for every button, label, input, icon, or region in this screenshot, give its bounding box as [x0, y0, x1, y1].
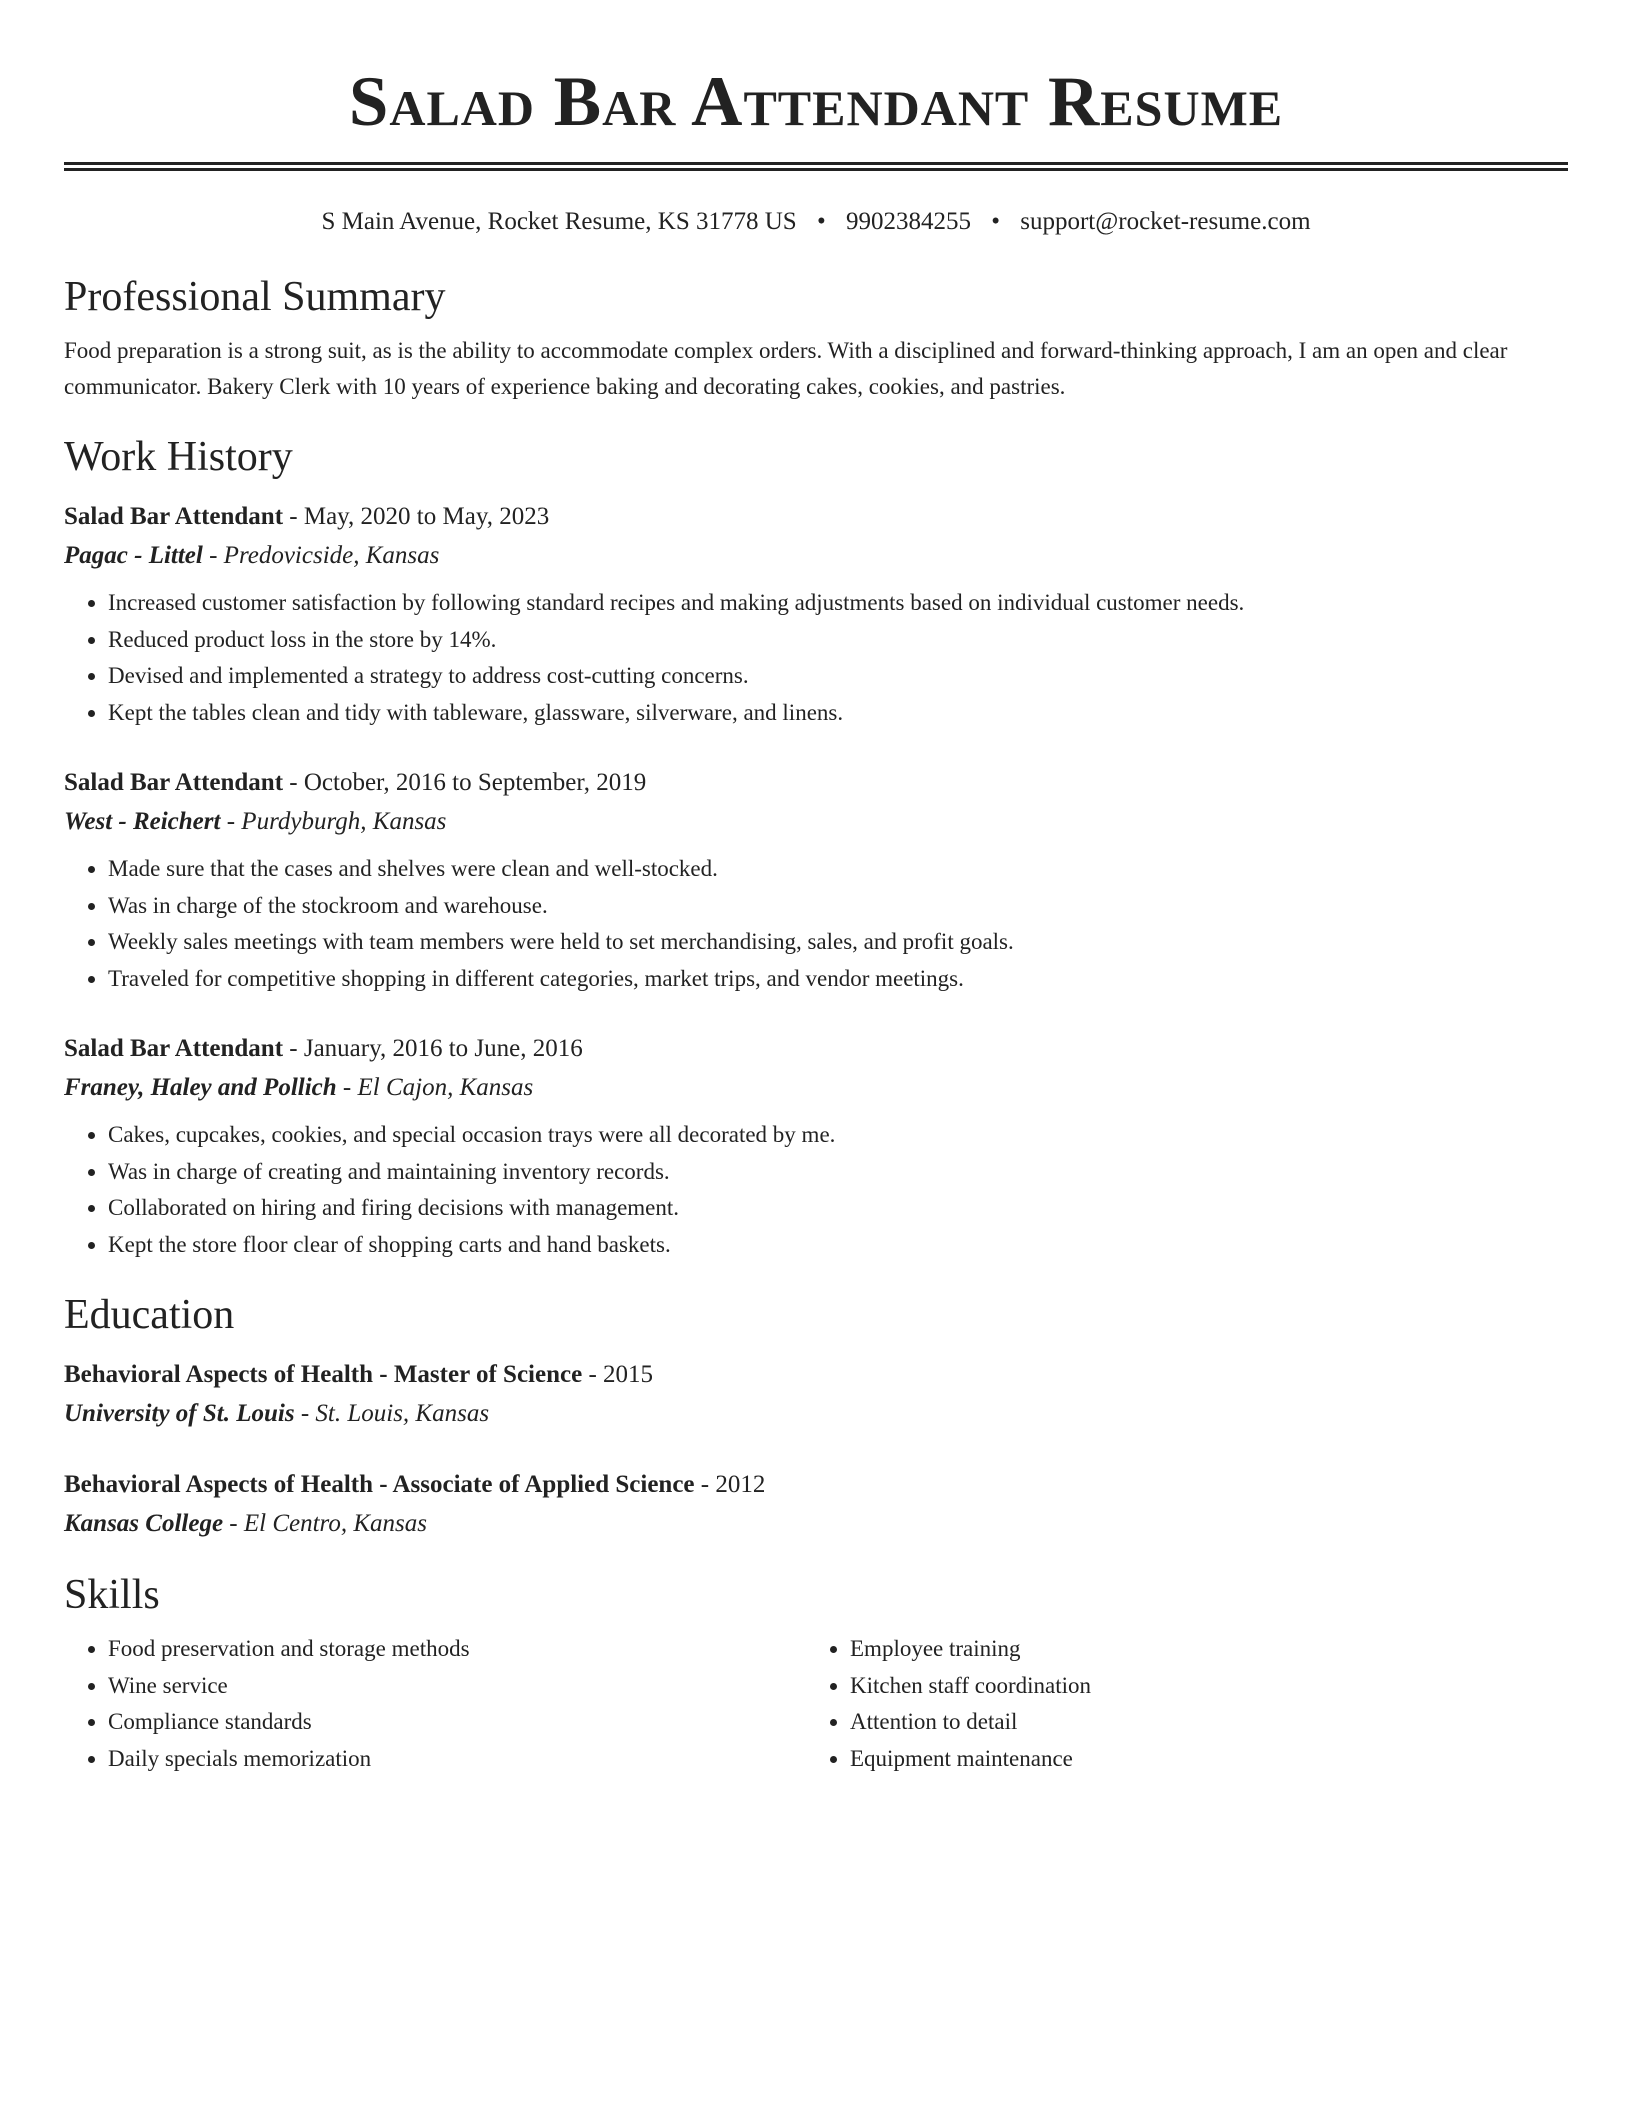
contact-line	[64, 205, 1568, 239]
education-location: - St. Louis, Kansas	[294, 1400, 490, 1427]
education-entry	[64, 1465, 1568, 1543]
job-bullets	[64, 851, 1568, 997]
education-degree-line	[64, 1355, 1568, 1394]
job-location: - El Cajon, Kansas	[336, 1074, 534, 1101]
education-school-line	[64, 1394, 1568, 1433]
contact-address: S Main Avenue, Rocket Resume, KS 31778 US	[321, 208, 797, 235]
education-year: - 2012	[694, 1471, 766, 1498]
education-school: University of St. Louis	[64, 1400, 295, 1427]
job-company: West - Reichert	[64, 808, 221, 835]
job-company-line	[64, 536, 1568, 575]
job-bullets	[64, 1117, 1568, 1263]
job-dates: - October, 2016 to September, 2019	[283, 769, 647, 796]
job-bullet: • Reduced product loss in the store by 14%.	[108, 622, 1568, 659]
job-bullet: • Kept the tables clean and tidy with tableware, glassware, silverware, and linens.	[108, 695, 1568, 732]
job-entry	[64, 1029, 1568, 1263]
skill-item: • Kitchen staff coordination	[850, 1668, 1548, 1705]
job-entry	[64, 497, 1568, 731]
education-degree-line	[64, 1465, 1568, 1504]
skill-item: • Food preservation and storage methods	[108, 1631, 806, 1668]
skill-item: • Daily specials memorization	[108, 1741, 806, 1778]
job-title-line	[64, 1029, 1568, 1068]
work-history-heading: Work History	[64, 434, 293, 480]
job-title: Salad Bar Attendant	[64, 1035, 284, 1062]
education-year: - 2015	[582, 1361, 654, 1388]
job-title: Salad Bar Attendant	[64, 769, 284, 796]
job-bullets	[64, 585, 1568, 731]
skill-item: • Equipment maintenance	[850, 1741, 1548, 1778]
skills-column-right	[806, 1631, 1548, 1777]
job-bullet: • Cakes, cupcakes, cookies, and special occasion trays were all decorated by me.	[108, 1117, 1568, 1154]
job-title-line	[64, 763, 1568, 802]
skills-heading: Skills	[64, 1572, 160, 1618]
summary-heading: Professional Summary	[64, 274, 446, 320]
skill-item: • Wine service	[108, 1668, 806, 1705]
education-heading: Education	[64, 1292, 235, 1338]
job-dates: - May, 2020 to May, 2023	[283, 503, 550, 530]
education-school-line	[64, 1504, 1568, 1543]
job-title-line	[64, 497, 1568, 536]
job-company-line	[64, 1068, 1568, 1107]
job-company-line	[64, 802, 1568, 841]
education-location: - El Centro, Kansas	[223, 1510, 427, 1537]
contact-phone: 9902384255	[845, 208, 971, 235]
skill-item: • Attention to detail	[850, 1704, 1548, 1741]
job-bullet: • Collaborated on hiring and firing decisions with management.	[108, 1190, 1568, 1227]
contact-email: support@rocket-resume.com	[1020, 208, 1311, 235]
education-degree: Behavioral Aspects of Health - Master of Science	[64, 1361, 583, 1388]
title-divider	[64, 162, 1568, 171]
job-company: Pagac - Littel	[64, 542, 203, 569]
skills-list	[64, 1631, 1568, 1777]
education-school: Kansas College	[64, 1510, 224, 1537]
skill-item: • Compliance standards	[108, 1704, 806, 1741]
job-bullet: • Increased customer satisfaction by following standard recipes and making adjustments based on individual customer needs.	[108, 585, 1568, 622]
education-degree: Behavioral Aspects of Health - Associate of Applied Science	[64, 1471, 695, 1498]
job-location: - Purdyburgh, Kansas	[220, 808, 447, 835]
resume-title: Salad Bar Attendant Resume	[348, 63, 1284, 141]
job-bullet: • Was in charge of creating and maintaining inventory records.	[108, 1154, 1568, 1191]
skills-column-left	[64, 1631, 806, 1777]
job-bullet: • Kept the store floor clear of shopping carts and hand baskets.	[108, 1227, 1568, 1264]
job-bullet: • Weekly sales meetings with team members were held to set merchandising, sales, and profit goals.	[108, 924, 1568, 961]
skill-item: • Employee training	[850, 1631, 1548, 1668]
job-title: Salad Bar Attendant	[64, 503, 284, 530]
job-dates: - January, 2016 to June, 2016	[283, 1035, 583, 1062]
summary-text: Food preparation is a strong suit, as is the ability to accommodate complex orders. With a disciplined and forward-thinking approach, I am an open and clear communicator. Bakery Clerk with 10 years of experience baking and decorating cakes, cookies, and pastries.	[64, 338, 1508, 399]
job-company: Franey, Haley and Pollich	[64, 1074, 337, 1101]
skills-bullets	[806, 1631, 1548, 1777]
skills-bullets	[64, 1631, 806, 1777]
contact-separator: •	[991, 208, 1000, 235]
job-bullet: • Was in charge of the stockroom and warehouse.	[108, 888, 1568, 925]
job-bullet: • Devised and implemented a strategy to address cost-cutting concerns.	[108, 658, 1568, 695]
job-bullet: • Made sure that the cases and shelves were clean and well-stocked.	[108, 851, 1568, 888]
education-entry	[64, 1355, 1568, 1433]
contact-separator: •	[816, 208, 826, 235]
job-bullet: • Traveled for competitive shopping in different categories, market trips, and vendor meetings.	[108, 961, 1568, 998]
job-location: - Predovicside, Kansas	[202, 542, 440, 569]
job-entry	[64, 763, 1568, 997]
